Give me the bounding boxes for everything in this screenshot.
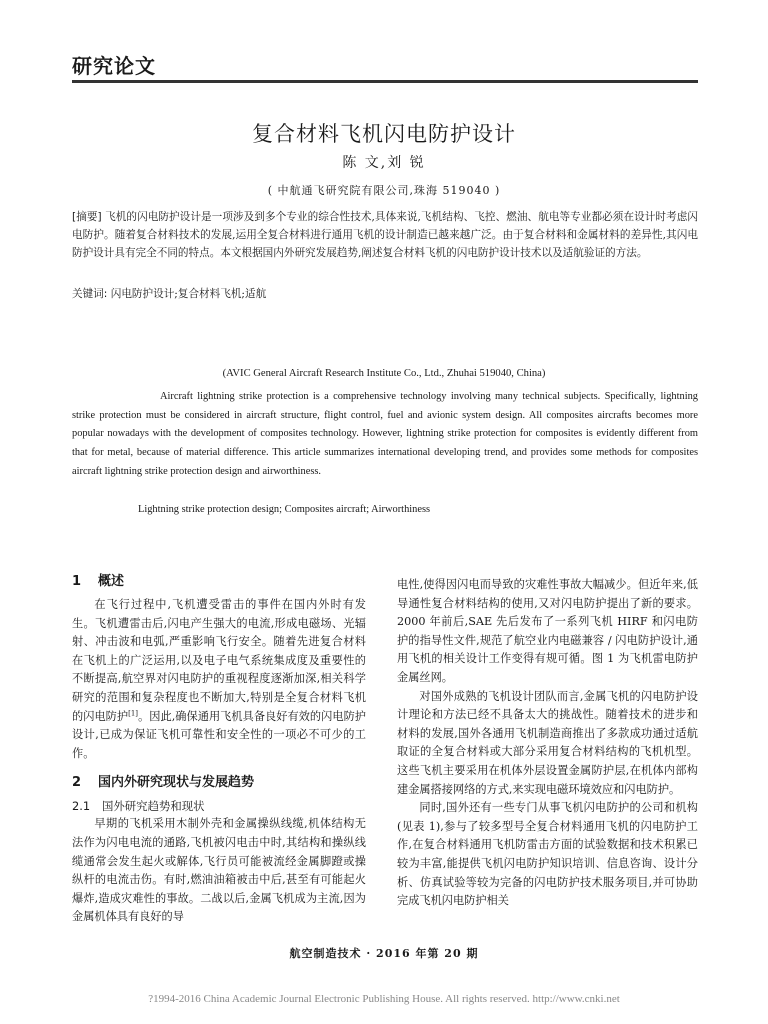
citation-ref: [1] <box>128 708 139 717</box>
section-1-text-b: 。因此,确保通用飞机具备良好有效的闪电防护设计,已成为保证飞机可靠性和安全性的一项必不可少的工作。 <box>72 709 366 760</box>
subsection-2-1-number: 2.1 <box>72 799 91 814</box>
section-2-paragraph-3: 同时,国外还有一些专门从事飞机闪电防护的公司和机构(见表 1),参与了较多型号全复合材料通用飞机的闪电防护工作,在复合材料通用飞机防雷击方面的试验数据和技术积累已较为丰富,能提供飞机闪电防护知识培训、信息咨询、设计分析、仿真试验等较为完备的闪电防护技术服务项目,并可协助完成飞机闪电防护相关 <box>397 801 698 908</box>
journal-footer: 航空制造技术 · 2016 年第 20 期 <box>289 947 479 960</box>
copyright-notice: ?1994-2016 China Academic Journal Electronic Publishing House. All rights reserved. http://www.cnki.net <box>148 993 620 1005</box>
abstract-en: Aircraft lightning strike protection is a comprehensive technology involving many technical subjects. Specifically, lightning strike protection must be considered in aircraft structure, flight control, fuel and avionic system design. All composites aircrafts becomes more popular nowadays with the development of composites technology. However, lightning strike protection for composites is evidently different from that for metal, because of material difference. This article summarizes international developing trend, and provides some methods for composites aircraft lightning strike protection design and airworthiness. <box>72 391 698 477</box>
authors: 陈 文,刘 锐 <box>342 155 426 171</box>
abstract-cn <box>72 208 698 263</box>
body-column-right <box>397 576 698 911</box>
section-2-paragraph-1-cont: 电性,使得因闪电而导致的灾难性事故大幅减少。但近年来,低导通性复合材料结构的使用,又对闪电防护提出了新的要求。2000 年前后,SAE 先后发布了一系列飞机 HIRF 和闪电防护的指导性文件,规范了航空业内电磁兼容 / 闪电防护设计,通用飞机的相关设计工作变得有规可循。图 1 为飞机雷电防护金属丝网。 <box>397 578 698 684</box>
keywords-cn <box>72 285 698 303</box>
section-1-paragraph <box>72 596 366 763</box>
affiliation-en: (AVIC General Aircraft Research Institute Co., Ltd., Zhuhai 519040, China) <box>222 368 546 379</box>
abstract-cn-label: [摘要] <box>72 211 102 223</box>
keywords-cn-text: 闪电防护设计;复合材料飞机;适航 <box>110 288 267 300</box>
section-label: 研究论文 <box>72 54 156 78</box>
header-rule <box>72 80 698 83</box>
section-2-paragraph-1: 早期的飞机采用木制外壳和金属操纵线缆,机体结构无法作为闪电电流的通路,飞机被闪电击中时,其结构和操纵线缆通常会发生起火或解体,飞行员可能被流经金属脚蹬或操纵杆的电流击伤。有时,燃油油箱被击中后,甚至有可能起火爆炸,造成灾难性的事故。二战以后,金属飞机成为主流,因为金属机体具有良好的导 <box>72 817 366 924</box>
keywords-en: Lightning strike protection design; Composites aircraft; Airworthiness <box>138 504 431 515</box>
abstract-cn-text: 飞机的闪电防护设计是一项涉及到多个专业的综合性技术,具体来说,飞机结构、飞控、燃油、航电等专业都必须在设计时考虑闪电防护。随着复合材料技术的发展,运用全复合材料进行通用飞机的设计制造已越来越广泛。由于复合材料和金属材料的差异性,其闪电防护设计具有完全不同的特点。本文根据国内外研究发展趋势,阐述复合材料飞机的闪电防护设计技术以及适航验证的方法。 <box>72 211 698 260</box>
subsection-2-1-title: 国外研究趋势和现状 <box>102 799 205 814</box>
section-1-number: 1 <box>72 574 82 589</box>
body-column-left <box>72 572 366 927</box>
section-2-number: 2 <box>72 775 82 791</box>
section-2-paragraph-2: 对国外成熟的飞机设计团队而言,金属飞机的闪电防护设计理论和方法已经不具备太大的挑战性。随着技术的进步和材料的发展,国外各通用飞机制造商推出了多款成功通过适航取证的全复合材料或大部分采用复合材料结构的飞机机型。这些飞机主要采用在机体外层设置金属防护层,在机体内部构建金属搭接网络的方式,来实现电磁环境效应和闪电防护。 <box>397 689 698 796</box>
section-1-heading <box>72 572 366 592</box>
article-title: 复合材料飞机闪电防护设计 <box>252 122 516 146</box>
affiliation-cn: ( 中航通飞研究院有限公司,珠海 519040 ) <box>267 184 501 197</box>
section-1-text-a: 在飞行过程中,飞机遭受雷击的事件在国内外时有发生。飞机遭雷击后,闪电产生强大的电流,形成电磁场、光辐射、冲击波和电弧,严重影响飞行安全。随着先进复合材料在飞机上的广泛运用,以及电子电气系统集成度及重要性的不断提高,航空界对闪电防护的重视程度逐渐加深,相关科学研究的范围和复杂程度也不断加大,特别是全复合材料飞机的闪电防护 <box>72 598 366 723</box>
section-2-title: 国内外研究现状与发展趋势 <box>98 775 255 791</box>
subsection-2-1-heading <box>72 797 366 815</box>
section-2-heading <box>72 773 366 793</box>
keywords-cn-label: 关键词: <box>72 288 108 300</box>
section-1-title: 概述 <box>98 574 125 589</box>
